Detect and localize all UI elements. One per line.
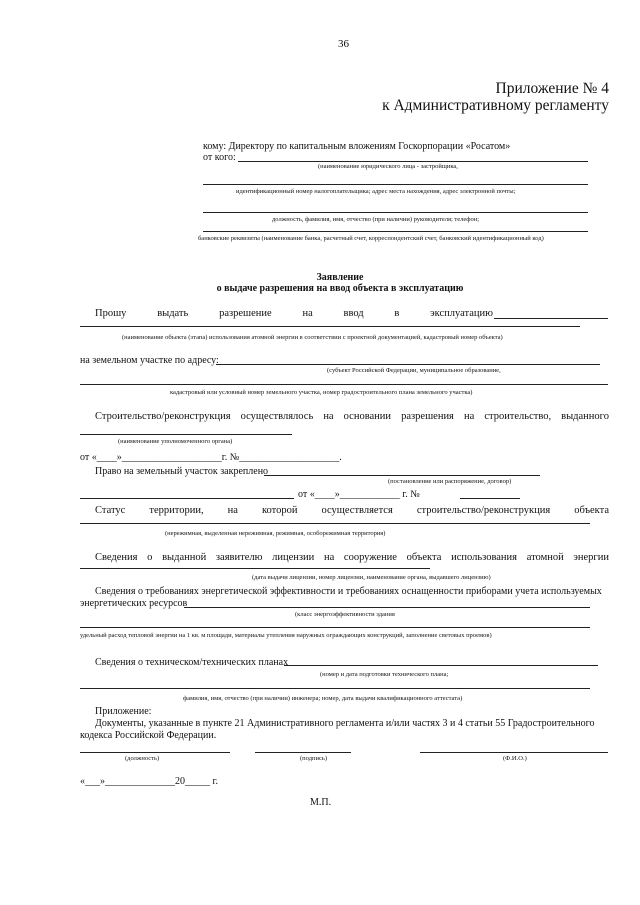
efficiency-label-1: Сведения о требованиях энергетической эффективности и требованиях оснащенности приборами учета используемых (95, 586, 602, 597)
word: на (302, 308, 313, 319)
word: объекта (406, 552, 442, 563)
word: Статус (95, 505, 126, 516)
heat-line (80, 627, 590, 628)
word: выданной (162, 552, 207, 563)
hint-legal-entity: (наименование юридического лица - застройщика, (318, 163, 458, 170)
word: на (463, 411, 475, 422)
land-plot-line (216, 364, 600, 365)
word: осуществлялось (240, 411, 314, 422)
word: атомной (526, 552, 564, 563)
decree-line (80, 498, 294, 499)
hint-cadastral: кадастровый или условный номер земельного участка, номер градостроительного плана земельного участка) (170, 389, 473, 396)
cadastral-line (80, 384, 608, 385)
word: Строительство/реконструкция (95, 411, 231, 422)
director-line (203, 212, 588, 213)
page-number: 36 (338, 38, 349, 50)
hint-regime: (нережимная, выделенная нережимная, режимная, особорежимная территория) (165, 530, 386, 537)
status-line (95, 505, 609, 516)
license-line (95, 552, 609, 563)
word: разрешение (219, 308, 272, 319)
documents-line-1: Документы, указанные в пункте 21 Административного регламента и/или частях 3 и 4 статьи 55 Градостроительного (95, 718, 595, 729)
word: эксплуатацию (430, 308, 493, 319)
documents-line-2: кодекса Российской Федерации. (80, 730, 217, 741)
land-right-line (264, 475, 540, 476)
word: территории, (149, 505, 204, 516)
hint-engineer: фамилия, имя, отчество (при наличии) инженера; номер, дата выдачи квалификационного аттестата) (183, 695, 463, 702)
statement-subtitle: о выдаче разрешения на ввод объекта в эксплуатацию (216, 283, 464, 294)
word: сооружение (343, 552, 397, 563)
from-line (238, 161, 588, 162)
hint-inn: идентификационный номер налогоплательщика; адрес места нахождения, адрес электронной почты; (236, 188, 516, 195)
position-hint: (должность) (125, 755, 160, 762)
hint-tech: (номер и дата подготовки технического плана; (320, 671, 449, 678)
efficiency-line (184, 607, 590, 608)
word: заявителю (215, 552, 263, 563)
word: выданного (561, 411, 609, 422)
inn-line (203, 184, 588, 185)
word: лицензии (272, 552, 315, 563)
decree-date: от «____»____________ г. № (298, 489, 420, 500)
engineer-line (80, 688, 590, 689)
request-line (95, 308, 493, 319)
hint-class: (класс энергоэффективности здания (295, 611, 395, 618)
object-line (80, 326, 580, 327)
hint-director: должность, фамилия, имя, отчество (при наличии) руководителя; телефон; (272, 216, 480, 223)
word: строительство/реконструкция (416, 505, 551, 516)
addressee-from-label: от кого: (203, 152, 236, 163)
stamp-place: М.П. (310, 797, 332, 808)
license-fill-line (80, 568, 430, 569)
land-plot-label: на земельном участке по адресу: (80, 355, 219, 366)
position-line (80, 752, 230, 753)
word: разрешения (401, 411, 454, 422)
hint-heat: удельный расход тепловой энергии на 1 кв. м площади, материалы утепления наружных ограждающих конструкций, заполнение световых проемов) (80, 632, 492, 639)
hint-license: (дата выдачи лицензии, номер лицензии, наименование органа, выдавшего лицензию) (252, 574, 491, 581)
name-hint: (Ф.И.О.) (503, 755, 527, 762)
word: на (323, 411, 334, 422)
hint-object: (наименование объекта (этапа) использования атомной энергии в соответствии с проектной документацией, кадастровый номер объекта) (122, 334, 503, 341)
word: выдать (157, 308, 189, 319)
word: строительство, (484, 411, 552, 422)
word: которой (261, 505, 298, 516)
word: осуществляется (321, 505, 393, 516)
hint-subject: (субъект Российской Федерации, муниципальное образование, (327, 367, 501, 374)
hint-decree: (постановление или распоряжение, договор) (388, 478, 512, 485)
addressee-to: кому: Директору по капитальным вложениям Госкорпорации «Росатом» (203, 141, 511, 152)
efficiency-label-2: энергетических ресурсов (80, 598, 188, 609)
appendix-header: Приложение № 4 (495, 80, 609, 97)
land-right-label: Право на земельный участок закреплено (95, 466, 269, 477)
signature-hint: (подпись) (300, 755, 327, 762)
hint-bank: банковские реквизиты (наименование банка, расчетный счет, корреспондентский счет, банковский идентификационный код) (198, 235, 544, 242)
permit-date: от «____»____________________г. №____________________. (80, 452, 342, 463)
word: использования (451, 552, 518, 563)
word: Сведения (95, 552, 138, 563)
organ-line (80, 434, 292, 435)
decree-number-line (460, 498, 520, 499)
word: объекта (574, 505, 609, 516)
tech-plans-label: Сведения о техническом/технических планах (95, 657, 289, 668)
word: в (394, 308, 400, 319)
word: основании (343, 411, 392, 422)
construction-line (95, 411, 609, 422)
signature-line (255, 752, 351, 753)
tech-plans-line (284, 665, 598, 666)
request-line-fill (494, 318, 608, 319)
appendix-label: Приложение: (95, 706, 152, 717)
statement-title: Заявление (316, 272, 364, 283)
hint-organ: (наименование уполномоченного органа) (118, 438, 233, 445)
regime-line (80, 523, 590, 524)
word: на (323, 552, 335, 563)
word: Прошу (95, 308, 127, 319)
word: о (147, 552, 153, 563)
bank-line (203, 231, 588, 232)
word: ввод (343, 308, 364, 319)
word: энергии (573, 552, 609, 563)
regulation-header: к Административному регламенту (382, 97, 609, 114)
name-line (420, 752, 608, 753)
signature-date: «___»______________20_____ г. (80, 776, 218, 787)
word: на (227, 505, 238, 516)
